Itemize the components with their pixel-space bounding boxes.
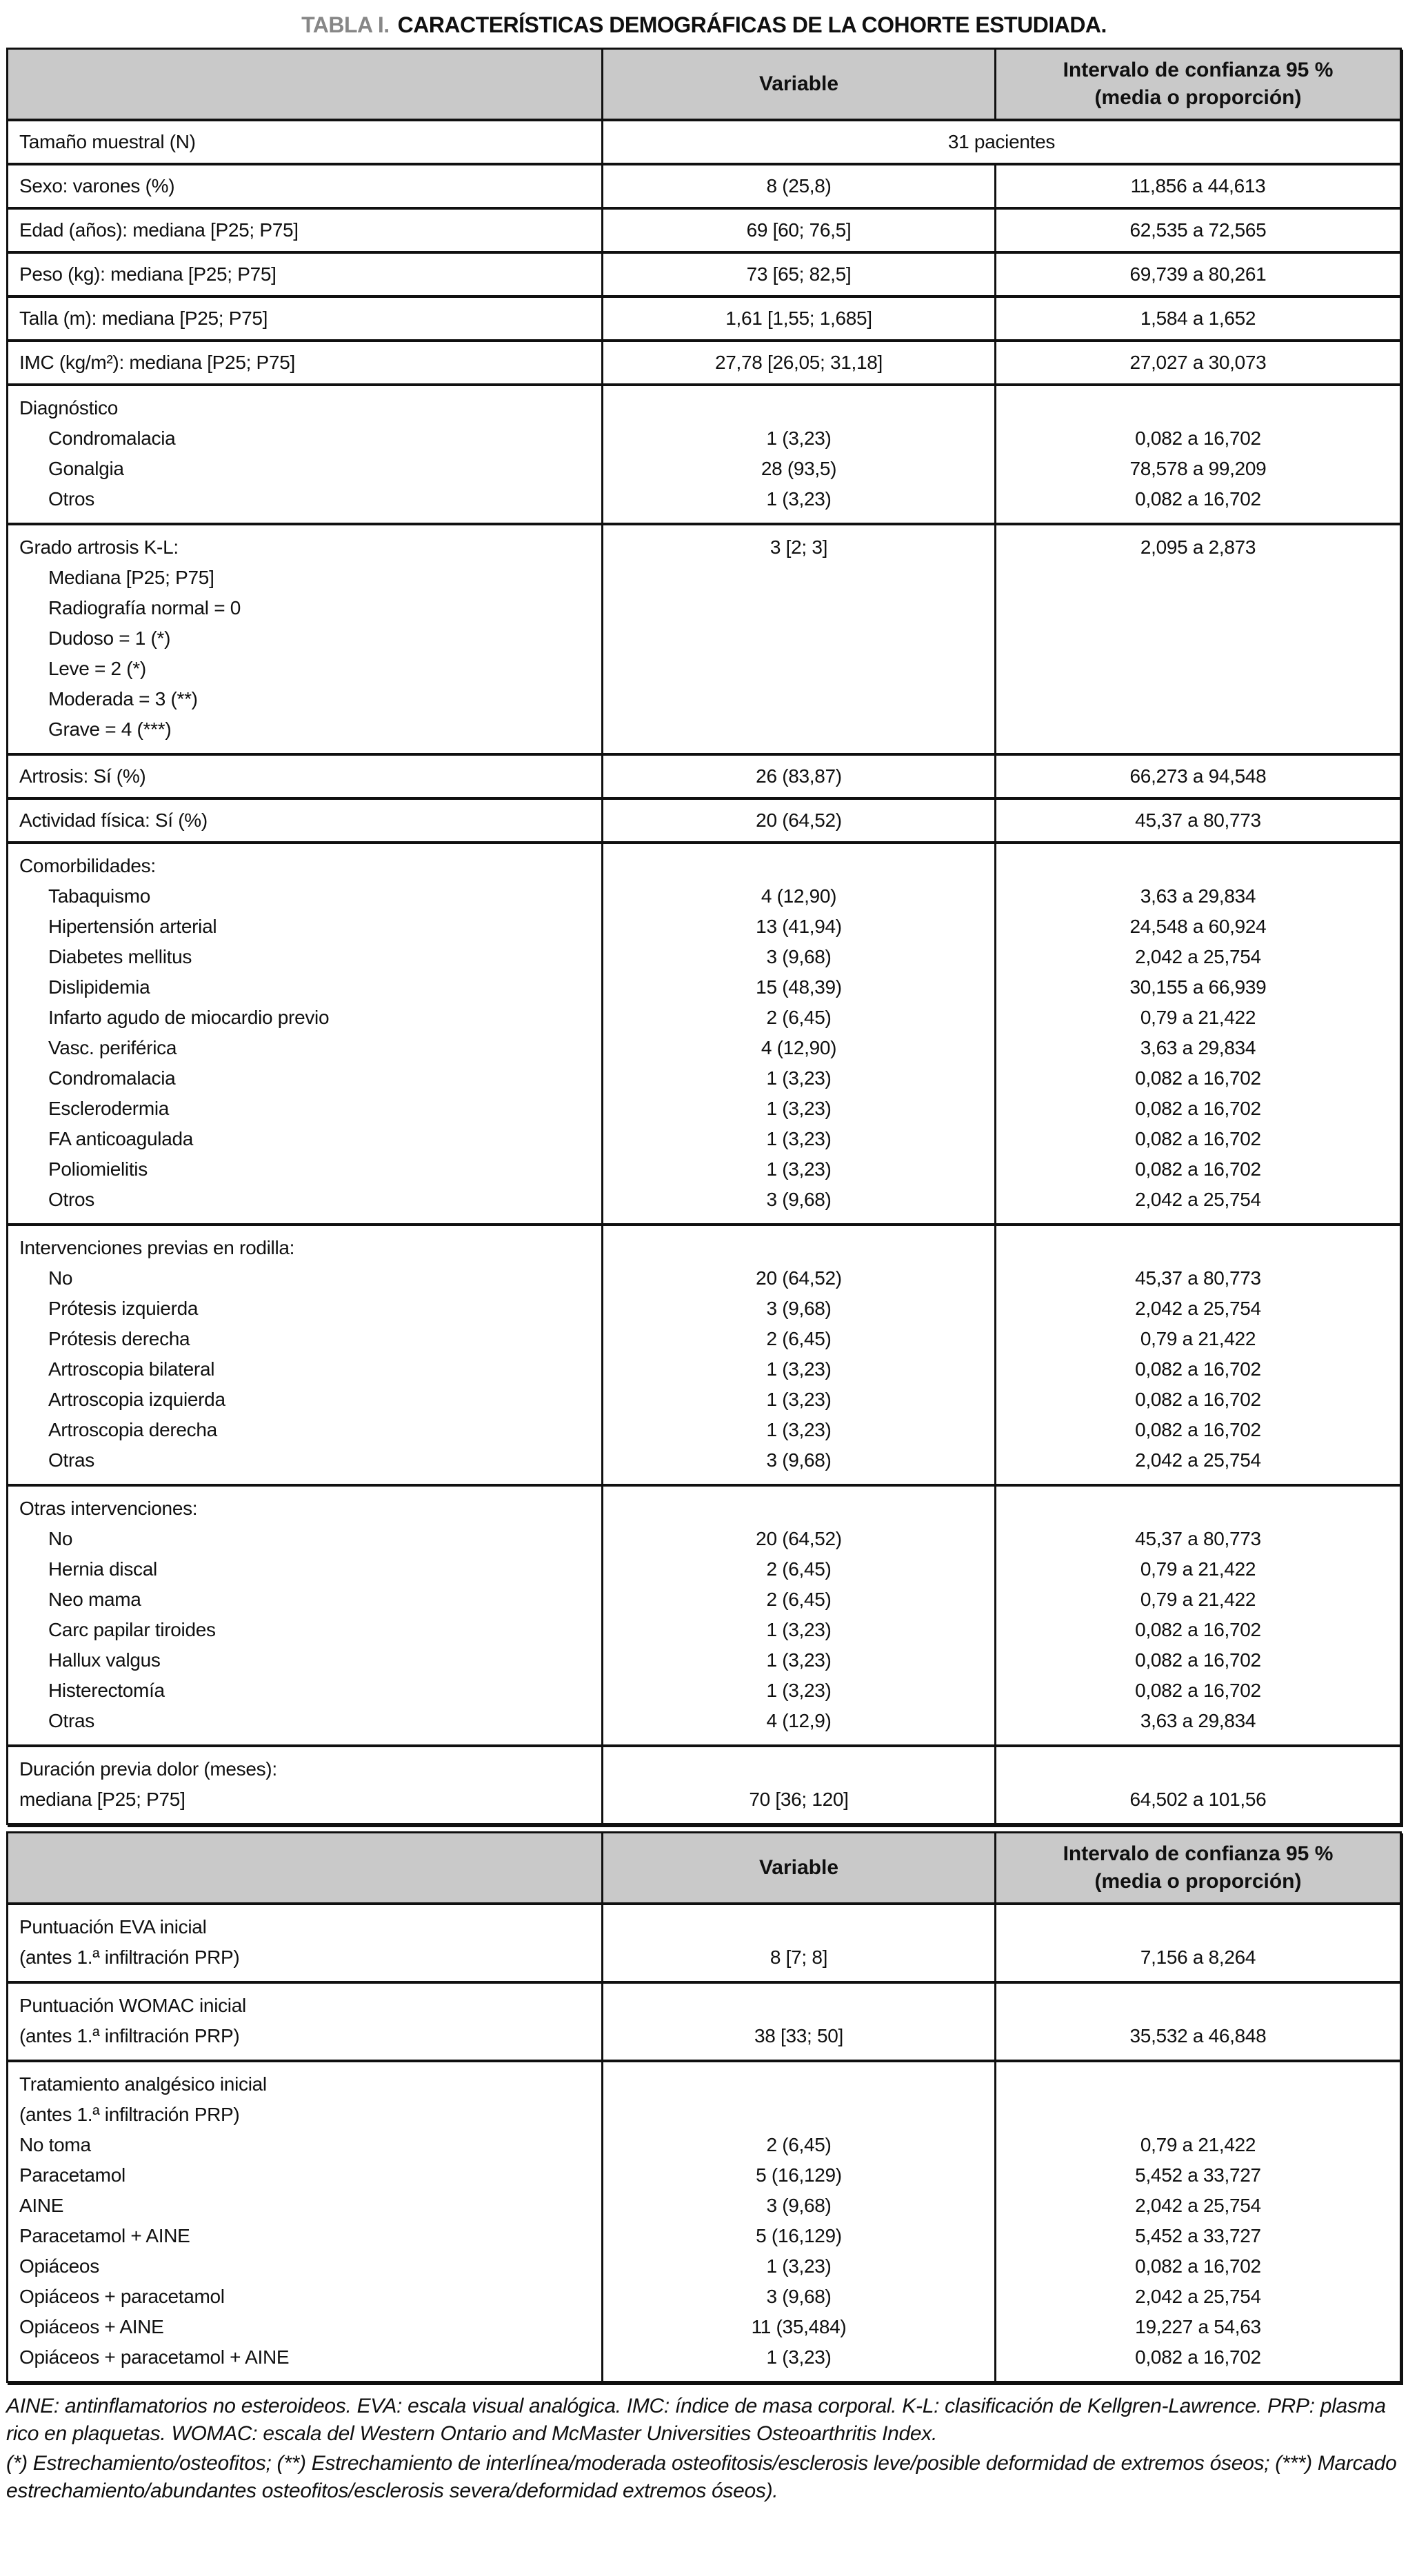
table-row-block bbox=[8, 841, 1400, 1223]
row-label: Diagnóstico bbox=[19, 397, 119, 419]
row-value bbox=[601, 623, 994, 654]
table-row bbox=[8, 714, 1400, 753]
row-label: Opiáceos + paracetamol bbox=[19, 2286, 225, 2307]
row-ci bbox=[994, 714, 1400, 753]
table-row bbox=[8, 1615, 1400, 1645]
table-row bbox=[8, 1784, 1400, 1823]
row-value: 20 (64,52) bbox=[601, 1524, 994, 1554]
table-row bbox=[8, 1747, 1400, 1784]
table-row bbox=[8, 484, 1400, 523]
row-value: 1 (3,23) bbox=[601, 1094, 994, 1124]
table-row bbox=[8, 1984, 1400, 2021]
table-row bbox=[8, 2221, 1400, 2251]
table-row bbox=[8, 2062, 1400, 2100]
table-row bbox=[8, 423, 1400, 454]
row-value bbox=[601, 714, 994, 753]
row-ci bbox=[994, 1487, 1400, 1524]
row-value bbox=[601, 2062, 994, 2100]
row-value: 1 (3,23) bbox=[601, 1415, 994, 1445]
table-row-block bbox=[8, 753, 1400, 797]
row-label: No bbox=[48, 1528, 73, 1549]
table2-header-empty-cell bbox=[8, 1833, 601, 1902]
table-row-block bbox=[8, 1223, 1400, 1484]
row-value: 8 (25,8) bbox=[601, 165, 994, 207]
row-ci bbox=[994, 1905, 1400, 1942]
table-row-block bbox=[8, 163, 1400, 207]
table-row bbox=[8, 1324, 1400, 1354]
table-row bbox=[8, 2160, 1400, 2191]
row-value bbox=[601, 684, 994, 714]
row-value: 3 (9,68) bbox=[601, 2191, 994, 2221]
row-label: Gonalgia bbox=[48, 458, 124, 479]
table-row bbox=[8, 254, 1400, 295]
row-value: 70 [36; 120] bbox=[601, 1784, 994, 1823]
row-value: 1 (3,23) bbox=[601, 1385, 994, 1415]
row-value: 1,61 [1,55; 1,685] bbox=[601, 298, 994, 339]
row-ci: 0,79 a 21,422 bbox=[994, 1554, 1400, 1584]
row-label: Paracetamol bbox=[19, 2164, 125, 2186]
table-row bbox=[8, 1584, 1400, 1615]
row-label: Duración previa dolor (meses): bbox=[19, 1758, 277, 1780]
row-value: 69 [60; 76,5] bbox=[601, 210, 994, 251]
row-ci: 0,082 a 16,702 bbox=[994, 2342, 1400, 2381]
row-label: Puntuación EVA inicial bbox=[19, 1916, 207, 1938]
demographics-table-part2 bbox=[6, 1831, 1402, 2383]
table-row-block bbox=[8, 1484, 1400, 1744]
row-value bbox=[601, 1905, 994, 1942]
table-row bbox=[8, 1645, 1400, 1676]
row-ci bbox=[994, 623, 1400, 654]
row-label: Mediana [P25; P75] bbox=[48, 567, 214, 588]
table-row bbox=[8, 1524, 1400, 1554]
table2-header-ci-line2: (media o proporción) bbox=[1094, 1870, 1302, 1893]
row-label: FA anticoagulada bbox=[48, 1128, 194, 1149]
row-ci bbox=[994, 593, 1400, 623]
table-row bbox=[8, 972, 1400, 1003]
row-ci: 7,156 a 8,264 bbox=[994, 1942, 1400, 1981]
row-ci: 11,856 a 44,613 bbox=[994, 165, 1400, 207]
table-row bbox=[8, 2342, 1400, 2381]
row-label: Puntuación WOMAC inicial bbox=[19, 1995, 246, 2016]
table-row-block bbox=[8, 797, 1400, 841]
table-row-block bbox=[8, 383, 1400, 523]
row-label: Otras bbox=[48, 1449, 94, 1471]
table-row bbox=[8, 563, 1400, 593]
row-ci: 5,452 a 33,727 bbox=[994, 2221, 1400, 2251]
table-footnotes bbox=[6, 2393, 1402, 2505]
table1-header-row bbox=[8, 50, 1400, 121]
row-label: Prótesis izquierda bbox=[48, 1298, 199, 1319]
row-ci: 0,082 a 16,702 bbox=[994, 2251, 1400, 2282]
row-value bbox=[601, 386, 994, 423]
row-value: 73 [65; 82,5] bbox=[601, 254, 994, 295]
row-value: 3 (9,68) bbox=[601, 942, 994, 972]
row-ci: 3,63 a 29,834 bbox=[994, 1033, 1400, 1063]
row-label: Infarto agudo de miocardio previo bbox=[48, 1007, 330, 1028]
row-label: (antes 1.ª infiltración PRP) bbox=[19, 2025, 240, 2046]
row-value bbox=[601, 1226, 994, 1263]
table-title-label: TABLA I. bbox=[301, 12, 390, 37]
row-label: Otros bbox=[48, 1189, 94, 1210]
table1-header-empty-cell bbox=[8, 50, 601, 119]
row-ci: 0,082 a 16,702 bbox=[994, 423, 1400, 454]
table-row bbox=[8, 1905, 1400, 1942]
row-value: 5 (16,129) bbox=[601, 2160, 994, 2191]
table-row bbox=[8, 684, 1400, 714]
row-value: 1 (3,23) bbox=[601, 423, 994, 454]
table1-header-ci-line2: (media o proporción) bbox=[1094, 86, 1302, 109]
table-row bbox=[8, 800, 1400, 841]
row-ci: 64,502 a 101,56 bbox=[994, 1784, 1400, 1823]
row-value: 28 (93,5) bbox=[601, 454, 994, 484]
row-label: Peso (kg): mediana [P25; P75] bbox=[19, 263, 276, 285]
table-row bbox=[8, 881, 1400, 912]
table-row bbox=[8, 386, 1400, 423]
row-label: Moderada = 3 (**) bbox=[48, 688, 198, 710]
row-label: Carc papilar tiroides bbox=[48, 1619, 216, 1640]
row-value: 1 (3,23) bbox=[601, 1615, 994, 1645]
row-ci bbox=[994, 1747, 1400, 1784]
row-label: Dislipidemia bbox=[48, 976, 150, 998]
row-label: Tabaquismo bbox=[48, 885, 150, 907]
row-ci bbox=[994, 1226, 1400, 1263]
row-value: 3 (9,68) bbox=[601, 2282, 994, 2312]
row-value bbox=[601, 1487, 994, 1524]
row-label: Talla (m): mediana [P25; P75] bbox=[19, 308, 268, 329]
footnote-abbreviations: AINE: antinflamatorios no esteroideos. EVA: escala visual analógica. IMC: índice de masa corporal. K-L: clasificación de Kellgren-Lawrence. PRP: plasma rico en plaquetas. WOMAC: escala del Western Ontario and McMaster Universities Osteoarthritis Index. bbox=[6, 2395, 1386, 2445]
row-label: (antes 1.ª infiltración PRP) bbox=[19, 2104, 240, 2125]
table2-body bbox=[8, 1905, 1400, 2381]
table-row bbox=[8, 1185, 1400, 1223]
row-ci: 0,79 a 21,422 bbox=[994, 1584, 1400, 1615]
table-row bbox=[8, 1445, 1400, 1484]
table-row bbox=[8, 1124, 1400, 1154]
table-row-block bbox=[8, 1981, 1400, 2060]
row-ci: 0,082 a 16,702 bbox=[994, 1063, 1400, 1094]
row-label: Artroscopia derecha bbox=[48, 1419, 217, 1440]
row-ci: 45,37 a 80,773 bbox=[994, 1263, 1400, 1294]
row-label: (antes 1.ª infiltración PRP) bbox=[19, 1946, 240, 1968]
row-value: 2 (6,45) bbox=[601, 2130, 994, 2160]
table-row bbox=[8, 210, 1400, 251]
table-row bbox=[8, 1942, 1400, 1981]
row-ci: 2,042 a 25,754 bbox=[994, 942, 1400, 972]
row-value: 1 (3,23) bbox=[601, 1124, 994, 1154]
row-ci: 0,082 a 16,702 bbox=[994, 1094, 1400, 1124]
row-label: Condromalacia bbox=[48, 427, 176, 449]
table-row-block bbox=[8, 251, 1400, 295]
table2-header-variable: Variable bbox=[601, 1833, 994, 1902]
table-row bbox=[8, 1676, 1400, 1706]
row-label: Otros bbox=[48, 488, 94, 510]
row-value: 15 (48,39) bbox=[601, 972, 994, 1003]
row-ci bbox=[994, 654, 1400, 684]
table-row bbox=[8, 165, 1400, 207]
table-row bbox=[8, 454, 1400, 484]
table-row-block bbox=[8, 295, 1400, 339]
table-row bbox=[8, 1554, 1400, 1584]
table1-header-ci bbox=[994, 50, 1400, 119]
row-value: 1 (3,23) bbox=[601, 1354, 994, 1385]
row-label: Neo mama bbox=[48, 1589, 141, 1610]
row-value: 3 [2; 3] bbox=[601, 525, 994, 563]
table-row bbox=[8, 2130, 1400, 2160]
table-row bbox=[8, 2191, 1400, 2221]
table-row bbox=[8, 1226, 1400, 1263]
row-ci bbox=[994, 844, 1400, 881]
table-row bbox=[8, 654, 1400, 684]
table-row-block bbox=[8, 523, 1400, 753]
row-ci: 0,082 a 16,702 bbox=[994, 1124, 1400, 1154]
row-ci: 78,578 a 99,209 bbox=[994, 454, 1400, 484]
row-value: 1 (3,23) bbox=[601, 1645, 994, 1676]
table-row bbox=[8, 593, 1400, 623]
row-ci: 3,63 a 29,834 bbox=[994, 881, 1400, 912]
row-label: Vasc. periférica bbox=[48, 1037, 177, 1058]
row-ci: 2,042 a 25,754 bbox=[994, 1445, 1400, 1484]
row-value: 20 (64,52) bbox=[601, 800, 994, 841]
row-value bbox=[601, 844, 994, 881]
row-label: Otras intervenciones: bbox=[19, 1498, 198, 1519]
row-ci: 66,273 a 94,548 bbox=[994, 756, 1400, 797]
table-row bbox=[8, 2021, 1400, 2060]
row-label: No bbox=[48, 1267, 73, 1289]
row-value bbox=[601, 654, 994, 684]
row-label: Opiáceos + paracetamol + AINE bbox=[19, 2346, 290, 2368]
row-label: Sexo: varones (%) bbox=[19, 175, 175, 197]
row-ci: 2,042 a 25,754 bbox=[994, 2191, 1400, 2221]
table2-header-ci-line1: Intervalo de confianza 95 % bbox=[1063, 1842, 1334, 1865]
row-value: 4 (12,90) bbox=[601, 1033, 994, 1063]
row-label: Grado artrosis K-L: bbox=[19, 536, 179, 558]
row-ci: 2,042 a 25,754 bbox=[994, 2282, 1400, 2312]
table1-header-variable: Variable bbox=[601, 50, 994, 119]
row-label: Histerectomía bbox=[48, 1680, 165, 1701]
row-label: Artroscopia izquierda bbox=[48, 1389, 225, 1410]
row-span-value: 31 pacientes bbox=[601, 121, 1400, 163]
table-row bbox=[8, 525, 1400, 563]
table1-header-ci-line1: Intervalo de confianza 95 % bbox=[1063, 59, 1334, 81]
row-value: 1 (3,23) bbox=[601, 2342, 994, 2381]
row-ci: 0,082 a 16,702 bbox=[994, 1354, 1400, 1385]
row-label: Otras bbox=[48, 1710, 94, 1731]
table-row-block bbox=[8, 339, 1400, 383]
row-value: 4 (12,90) bbox=[601, 881, 994, 912]
row-value: 20 (64,52) bbox=[601, 1263, 994, 1294]
row-label: Leve = 2 (*) bbox=[48, 658, 146, 679]
row-value: 8 [7; 8] bbox=[601, 1942, 994, 1981]
table-row bbox=[8, 1003, 1400, 1033]
table-row bbox=[8, 2251, 1400, 2282]
row-value: 13 (41,94) bbox=[601, 912, 994, 942]
row-value bbox=[601, 1984, 994, 2021]
table-row bbox=[8, 756, 1400, 797]
row-value: 1 (3,23) bbox=[601, 1676, 994, 1706]
row-ci: 24,548 a 60,924 bbox=[994, 912, 1400, 942]
table-row bbox=[8, 1487, 1400, 1524]
table-row bbox=[8, 2282, 1400, 2312]
row-value: 1 (3,23) bbox=[601, 1154, 994, 1185]
row-label: AINE bbox=[19, 2195, 64, 2216]
row-ci: 0,082 a 16,702 bbox=[994, 1415, 1400, 1445]
row-label: Edad (años): mediana [P25; P75] bbox=[19, 219, 299, 241]
row-label: Comorbilidades: bbox=[19, 855, 156, 876]
row-value: 27,78 [26,05; 31,18] bbox=[601, 342, 994, 383]
table-row bbox=[8, 844, 1400, 881]
table-row bbox=[8, 1294, 1400, 1324]
table-row bbox=[8, 942, 1400, 972]
row-ci: 3,63 a 29,834 bbox=[994, 1706, 1400, 1744]
row-value: 2 (6,45) bbox=[601, 1554, 994, 1584]
row-value: 1 (3,23) bbox=[601, 484, 994, 523]
row-value: 26 (83,87) bbox=[601, 756, 994, 797]
row-label: Poliomielitis bbox=[48, 1158, 148, 1180]
table-row-block bbox=[8, 2060, 1400, 2381]
row-ci: 62,535 a 72,565 bbox=[994, 210, 1400, 251]
row-ci: 0,082 a 16,702 bbox=[994, 1676, 1400, 1706]
row-value: 4 (12,9) bbox=[601, 1706, 994, 1744]
row-value: 3 (9,68) bbox=[601, 1185, 994, 1223]
row-label: Hallux valgus bbox=[48, 1649, 161, 1671]
table-row bbox=[8, 1094, 1400, 1124]
table-row bbox=[8, 1263, 1400, 1294]
row-value bbox=[601, 593, 994, 623]
demographics-table-part1 bbox=[6, 48, 1402, 1825]
table-row bbox=[8, 1033, 1400, 1063]
row-label: Intervenciones previas en rodilla: bbox=[19, 1237, 295, 1258]
row-value: 2 (6,45) bbox=[601, 1324, 994, 1354]
row-value: 2 (6,45) bbox=[601, 1584, 994, 1615]
row-ci: 0,79 a 21,422 bbox=[994, 1003, 1400, 1033]
row-label: Artroscopia bilateral bbox=[48, 1358, 215, 1380]
row-ci: 2,042 a 25,754 bbox=[994, 1185, 1400, 1223]
row-label: Opiáceos bbox=[19, 2255, 99, 2277]
row-ci: 1,584 a 1,652 bbox=[994, 298, 1400, 339]
table-row bbox=[8, 1354, 1400, 1385]
table-row bbox=[8, 121, 1400, 163]
row-ci: 35,532 a 46,848 bbox=[994, 2021, 1400, 2060]
row-ci: 0,082 a 16,702 bbox=[994, 484, 1400, 523]
row-value bbox=[601, 1747, 994, 1784]
row-value: 3 (9,68) bbox=[601, 1445, 994, 1484]
table-row bbox=[8, 1063, 1400, 1094]
row-ci: 0,79 a 21,422 bbox=[994, 2130, 1400, 2160]
row-label: Artrosis: Sí (%) bbox=[19, 765, 146, 787]
row-ci: 69,739 a 80,261 bbox=[994, 254, 1400, 295]
table-row-block bbox=[8, 207, 1400, 251]
row-label: Esclerodermia bbox=[48, 1098, 170, 1119]
table-row bbox=[8, 623, 1400, 654]
row-ci: 27,027 a 30,073 bbox=[994, 342, 1400, 383]
table-row bbox=[8, 342, 1400, 383]
row-ci bbox=[994, 2100, 1400, 2130]
table-row-block bbox=[8, 1744, 1400, 1823]
row-label: Paracetamol + AINE bbox=[19, 2225, 190, 2246]
table-row bbox=[8, 1415, 1400, 1445]
row-label: Tamaño muestral (N) bbox=[19, 131, 196, 152]
table-row bbox=[8, 1385, 1400, 1415]
row-value: 38 [33; 50] bbox=[601, 2021, 994, 2060]
row-ci bbox=[994, 684, 1400, 714]
table-row bbox=[8, 912, 1400, 942]
row-label: Grave = 4 (***) bbox=[48, 718, 172, 740]
row-ci: 45,37 a 80,773 bbox=[994, 1524, 1400, 1554]
row-value: 3 (9,68) bbox=[601, 1294, 994, 1324]
row-label: mediana [P25; P75] bbox=[19, 1789, 185, 1810]
row-ci bbox=[994, 2062, 1400, 2100]
table-row bbox=[8, 298, 1400, 339]
row-label: Hipertensión arterial bbox=[48, 916, 217, 937]
row-value: 11 (35,484) bbox=[601, 2312, 994, 2342]
row-value bbox=[601, 2100, 994, 2130]
row-ci: 0,082 a 16,702 bbox=[994, 1154, 1400, 1185]
footnote-asterisks: (*) Estrechamiento/osteofitos; (**) Estrechamiento de interlínea/moderada osteofitosis/esclerosis leve/posible deformidad de extremos óseos; (***) Marcado estrechamiento/abundantes osteofitos/esclerosis severa/deformidad extremos óseos). bbox=[6, 2452, 1397, 2502]
row-label: Tratamiento analgésico inicial bbox=[19, 2073, 267, 2095]
row-label: Condromalacia bbox=[48, 1067, 176, 1089]
row-ci: 0,082 a 16,702 bbox=[994, 1645, 1400, 1676]
table-row bbox=[8, 1154, 1400, 1185]
row-label: IMC (kg/m²): mediana [P25; P75] bbox=[19, 352, 295, 373]
table-title bbox=[6, 12, 1402, 38]
row-value: 2 (6,45) bbox=[601, 1003, 994, 1033]
table-row bbox=[8, 2312, 1400, 2342]
row-ci bbox=[994, 386, 1400, 423]
row-ci bbox=[994, 563, 1400, 593]
row-ci: 2,042 a 25,754 bbox=[994, 1294, 1400, 1324]
row-value: 1 (3,23) bbox=[601, 2251, 994, 2282]
row-value: 1 (3,23) bbox=[601, 1063, 994, 1094]
table2-header-ci bbox=[994, 1833, 1400, 1902]
row-ci: 5,452 a 33,727 bbox=[994, 2160, 1400, 2191]
row-ci: 45,37 a 80,773 bbox=[994, 800, 1400, 841]
table-row bbox=[8, 2100, 1400, 2130]
row-ci bbox=[994, 1984, 1400, 2021]
row-label: Opiáceos + AINE bbox=[19, 2316, 164, 2337]
row-ci: 19,227 a 54,63 bbox=[994, 2312, 1400, 2342]
row-label: Dudoso = 1 (*) bbox=[48, 627, 171, 649]
row-label: Hernia discal bbox=[48, 1558, 157, 1580]
row-value bbox=[601, 563, 994, 593]
row-label: Radiografía normal = 0 bbox=[48, 597, 241, 618]
row-ci: 2,095 a 2,873 bbox=[994, 525, 1400, 563]
table-row-block bbox=[8, 1905, 1400, 1981]
table-row bbox=[8, 1706, 1400, 1744]
row-label: Actividad física: Sí (%) bbox=[19, 809, 208, 831]
row-label: No toma bbox=[19, 2134, 91, 2155]
table1-body bbox=[8, 121, 1400, 1823]
row-ci: 0,082 a 16,702 bbox=[994, 1385, 1400, 1415]
row-value: 5 (16,129) bbox=[601, 2221, 994, 2251]
row-ci: 30,155 a 66,939 bbox=[994, 972, 1400, 1003]
row-ci: 0,082 a 16,702 bbox=[994, 1615, 1400, 1645]
table-row-block bbox=[8, 121, 1400, 163]
row-label: Diabetes mellitus bbox=[48, 946, 192, 967]
table-title-text: CARACTERÍSTICAS DEMOGRÁFICAS DE LA COHORTE ESTUDIADA. bbox=[397, 12, 1107, 37]
row-ci: 0,79 a 21,422 bbox=[994, 1324, 1400, 1354]
table2-header-row bbox=[8, 1833, 1400, 1905]
row-label: Prótesis derecha bbox=[48, 1328, 190, 1349]
